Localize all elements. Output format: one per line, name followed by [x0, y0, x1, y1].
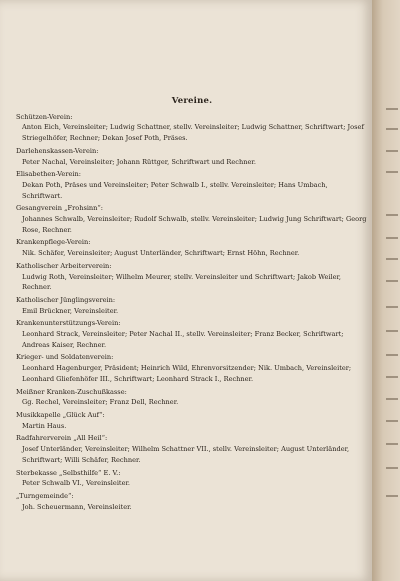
club-name: „Turngemeinde“: — [16, 491, 74, 500]
club-officers: Gg. Rechel, Vereinsleiter; Franz Dell, Rechner. — [22, 398, 179, 407]
club-name: Krankenunterstützungs-Verein: — [16, 319, 121, 328]
club-name: Katholischer Jünglingsverein: — [16, 295, 116, 304]
list-item — [16, 146, 368, 167]
list-item — [16, 387, 368, 408]
list-item — [16, 261, 368, 293]
club-name: Elisabethen-Verein: — [16, 170, 81, 179]
club-officers: Johannes Schwalb, Vereinsleiter; Rudolf Schwalb, stellv. Vereinsleiter; Ludwig Jung Schriftwart; Georg Rose, Rechner. — [22, 215, 367, 234]
club-name: Darlehenskassen-Verein: — [16, 146, 99, 155]
club-officers: Leonhard Strack, Vereinsleiter; Peter Nachal II., stellv. Vereinsleiter; Franz Becker, Schriftwart; Andreas Kaiser, Rechner. — [22, 330, 344, 349]
club-officers: Peter Nachal, Vereinsleiter; Johann Rüttger, Schriftwart und Rechner. — [22, 157, 256, 166]
page-title: Vereine. — [171, 96, 213, 106]
list-item — [16, 410, 368, 431]
list-item — [16, 433, 368, 465]
club-officers: Peter Schwalb VI., Vereinsleiter. — [22, 479, 131, 488]
club-officers: Leonhard Hagenburger, Präsident; Heinrich Wild, Ehrenvorsitzender; Nik. Umbach, Vereinsleiter; Leonhard Gliefenhöfer III., Schriftwart; Leonhard Strack I., Rechner. — [22, 364, 352, 383]
list-item — [16, 203, 368, 235]
club-officers: Nik. Schäfer, Vereinsleiter; August Unterländer, Schriftwart; Ernst Höhn, Rechner. — [22, 249, 300, 258]
club-officers: Emil Brückner, Vereinsleiter. — [22, 306, 119, 315]
club-officers: Martin Haus. — [22, 421, 67, 430]
club-name: Meißner Kranken-Zuschußkasse: — [16, 387, 127, 396]
list-item — [16, 468, 368, 489]
list-item — [16, 112, 368, 144]
club-name: Sterbekasse „Selbsthilfe“ E. V.: — [16, 468, 121, 477]
club-officers: Anton Eich, Vereinsleiter; Ludwig Schattner, stellv. Vereinsleiter; Ludwig Schattner, Schriftwart; Josef Striegelhöfer, Rechner; Dekan Josef Poth, Präses. — [22, 123, 364, 143]
list-item — [16, 295, 368, 316]
club-officers: Josef Unterländer, Vereinsleiter; Wilhelm Schattner VII., stellv. Vereinsleiter; August Unterländer, Schriftwart; Willi Schäfer, Rechner. — [22, 445, 350, 464]
club-name: Schützen-Verein: — [16, 112, 73, 121]
club-directory — [16, 96, 368, 514]
club-name: Katholischer Arbeiterverein: — [16, 261, 112, 270]
club-name: Musikkapelle „Glück Auf“: — [16, 410, 105, 419]
club-name: Krankenpflege-Verein: — [16, 238, 91, 247]
next-page-text-fragments — [380, 0, 400, 581]
club-name: Gesangverein „Frohsinn“: — [16, 204, 104, 213]
list-item — [16, 318, 368, 350]
list-item — [16, 169, 368, 201]
club-officers: Dekan Poth, Präses und Vereinsleiter; Peter Schwalb I., stellv. Vereinsleiter; Hans Umbach, Schriftwart. — [22, 180, 328, 200]
club-name: Radfahrerverein „All Heil“: — [16, 434, 108, 443]
club-officers: Ludwig Roth, Vereinsleiter; Wilhelm Meurer, stellv. Vereinsleiter und Schriftwart; Jakob Weiler, Rechner. — [22, 272, 342, 292]
list-item — [16, 491, 368, 512]
list-item — [16, 352, 368, 384]
list-item — [16, 237, 368, 258]
club-officers: Joh. Scheuermann, Vereinsleiter. — [22, 502, 132, 511]
club-name: Krieger- und Soldatenverein: — [16, 353, 114, 362]
